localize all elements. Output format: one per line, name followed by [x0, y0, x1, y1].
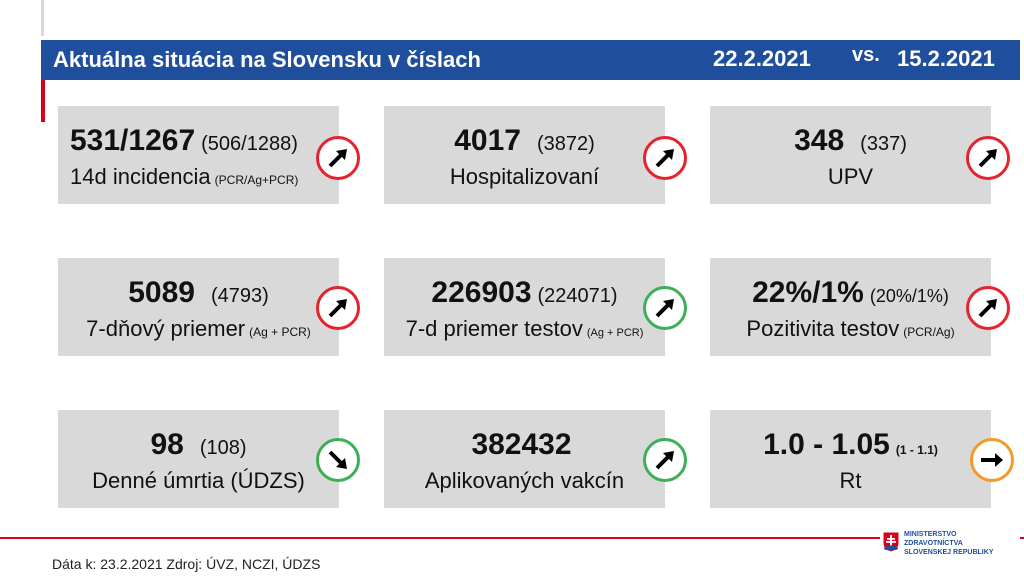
ministry-line2: ZDRAVOTNÍCTVA	[904, 540, 963, 547]
card-previous: (506/1288)	[201, 133, 298, 155]
card-label: Hospitalizovaní	[449, 164, 600, 189]
card-note: (PCR/Ag)	[903, 325, 955, 339]
card-value: 531/1267	[70, 124, 196, 157]
card-previous: (224071)	[537, 285, 618, 307]
accent-bar	[41, 80, 45, 122]
trend-up-icon	[643, 286, 687, 330]
card-value: 226903	[431, 276, 532, 309]
card-label: Rt	[839, 468, 862, 493]
card-previous: (4793)	[210, 285, 269, 307]
card-value: 5089	[128, 276, 195, 309]
card-label: Aplikovaných vakcín	[424, 468, 625, 493]
card-incidence	[58, 106, 339, 204]
ministry-line1: MINISTERSTVO	[904, 531, 957, 538]
card-previous: (3872)	[536, 133, 595, 155]
card-value: 1.0 - 1.05	[763, 428, 890, 461]
card-label: 7-dňový priemer	[86, 316, 246, 341]
card-label: Denné úmrtia (ÚDZS)	[92, 468, 305, 493]
card-previous: (337)	[860, 133, 907, 155]
trend-up-icon	[966, 136, 1010, 180]
trend-up-icon	[643, 136, 687, 180]
slovak-crest-icon	[882, 531, 900, 553]
card-label: 7-d priemer testov	[405, 316, 583, 341]
top-divider	[41, 0, 44, 36]
card-label: UPV	[827, 164, 874, 189]
header-bar	[41, 40, 1020, 80]
footer-divider	[0, 537, 1024, 539]
card-previous: (1 - 1.1)	[895, 443, 938, 457]
ministry-logo	[880, 528, 1020, 562]
card-7day-tests	[384, 258, 665, 356]
card-daily-deaths	[58, 410, 339, 508]
trend-down-icon	[316, 438, 360, 482]
card-value: 382432	[471, 428, 572, 461]
card-label: 14d incidencia	[70, 164, 211, 189]
trend-up-icon	[643, 438, 687, 482]
card-rt	[710, 410, 991, 508]
trend-up-icon	[316, 136, 360, 180]
trend-up-icon	[966, 286, 1010, 330]
card-value: 348	[794, 124, 845, 157]
trend-flat-icon	[970, 438, 1014, 482]
card-value: 4017	[454, 124, 521, 157]
data-source: Dáta k: 23.2.2021 Zdroj: ÚVZ, NCZI, ÚDZS	[52, 556, 321, 572]
previous-date: 15.2.2021	[897, 46, 995, 71]
ministry-line3: SLOVENSKEJ REPUBLIKY	[904, 549, 994, 556]
card-vaccines	[384, 410, 665, 508]
card-positivity	[710, 258, 991, 356]
card-previous: (20%/1%)	[869, 286, 949, 306]
card-value: 98	[150, 428, 184, 461]
trend-up-icon	[316, 286, 360, 330]
card-previous: (108)	[199, 437, 247, 459]
card-value: 22%/1%	[752, 276, 864, 309]
card-hospitalized	[384, 106, 665, 204]
vs-label: vs.	[852, 44, 880, 66]
current-date: 22.2.2021	[713, 46, 811, 71]
card-note: (PCR/Ag+PCR)	[214, 173, 299, 187]
card-7day-average	[58, 258, 339, 356]
card-upv	[710, 106, 991, 204]
card-note: (Ag + PCR)	[249, 325, 311, 339]
card-note: (Ag + PCR)	[586, 327, 644, 339]
page-title: Aktuálna situácia na Slovensku v číslach	[53, 47, 481, 72]
card-label: Pozitivita testov	[746, 316, 900, 341]
